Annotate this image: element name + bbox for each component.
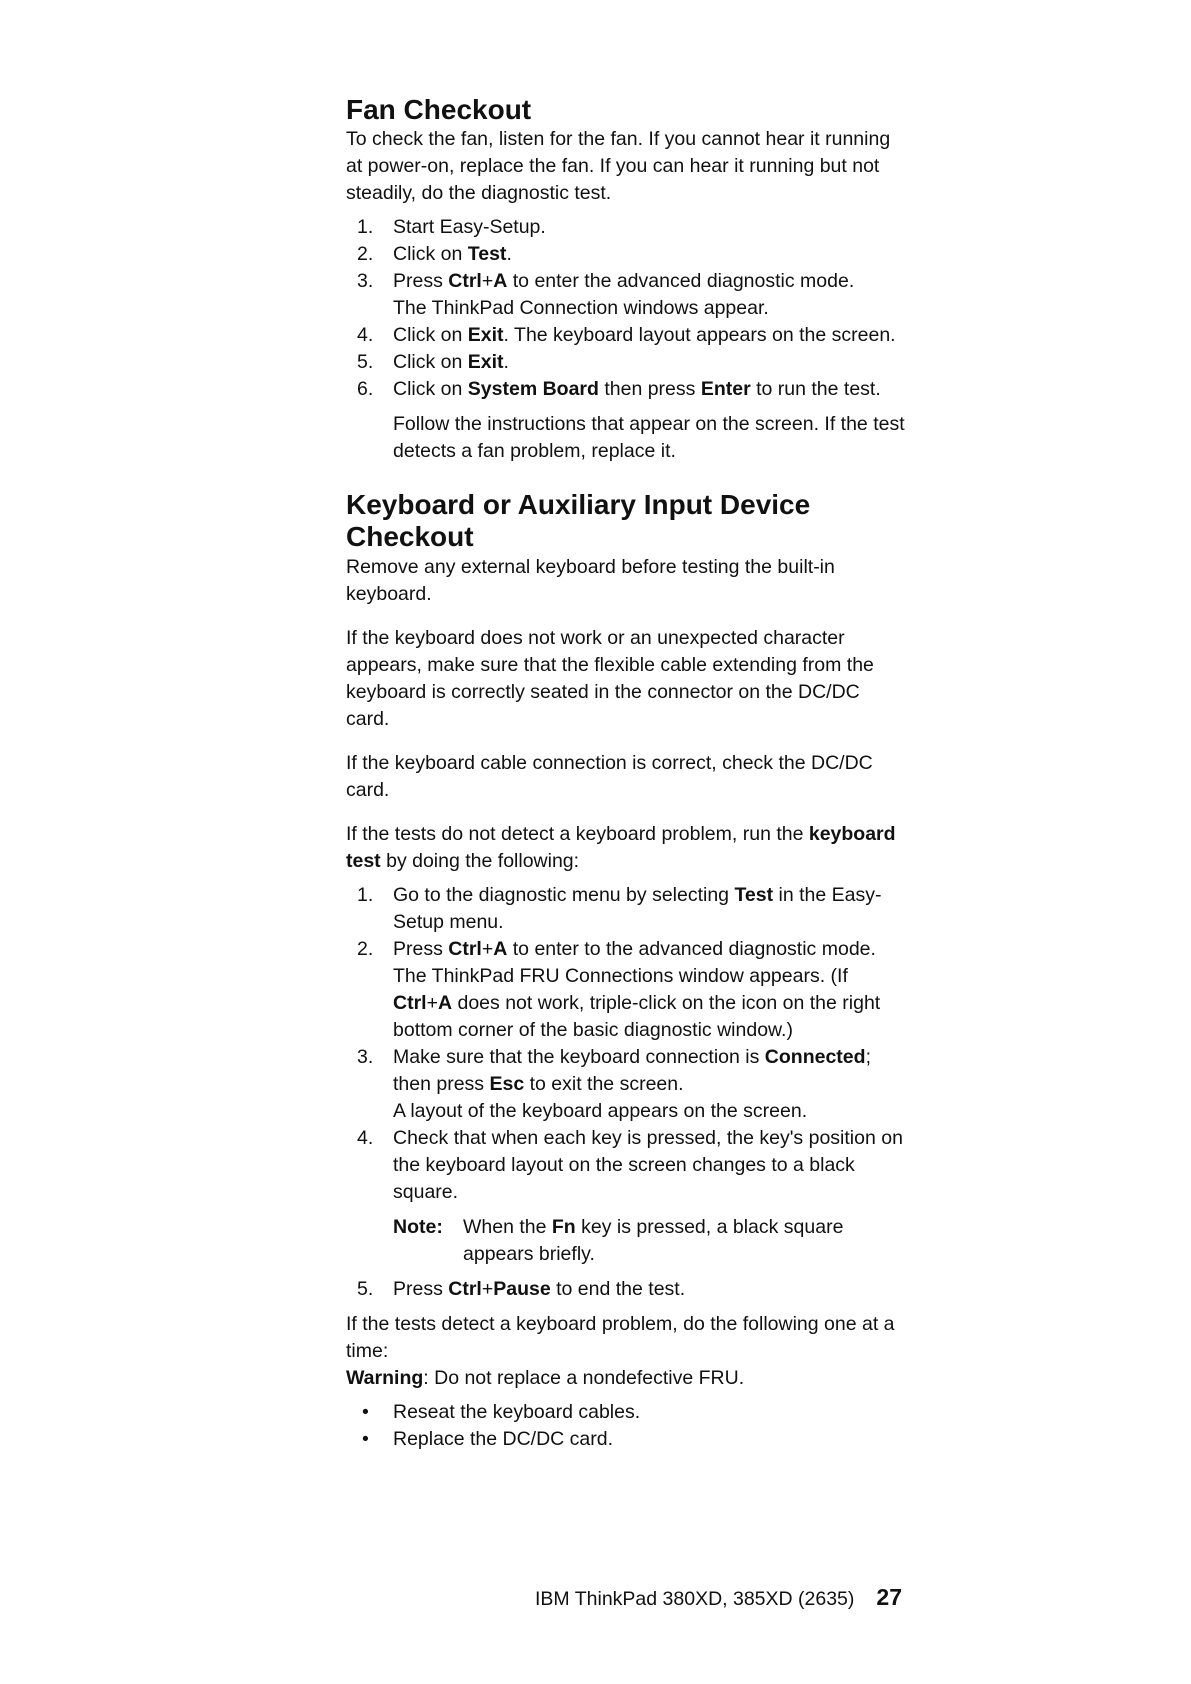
step-number: 4. bbox=[357, 1127, 374, 1149]
key-name: A bbox=[437, 992, 453, 1014]
step-text: then press bbox=[598, 378, 701, 400]
keyboard-para-4 bbox=[346, 821, 906, 875]
list-item bbox=[346, 214, 906, 241]
step-number: 4. bbox=[357, 324, 374, 346]
page-footer bbox=[346, 1584, 902, 1611]
key-name: Ctrl bbox=[448, 270, 482, 292]
ui-term: Exit bbox=[467, 351, 504, 373]
warning-text: : Do not replace a nondefective FRU. bbox=[423, 1367, 745, 1389]
list-item bbox=[346, 268, 906, 322]
step-number: 6. bbox=[357, 378, 374, 400]
list-item bbox=[346, 1399, 906, 1426]
step-number: 1. bbox=[357, 216, 374, 238]
plus-sign: + bbox=[426, 992, 438, 1014]
key-name: Ctrl bbox=[448, 1278, 482, 1300]
keyboard-para-2: If the keyboard does not work or an unexpected character appears, make sure that the flexible cable extending from the keyboard is correctly seated in the connector on the DC/DC card. bbox=[346, 627, 874, 730]
keyboard-para-5: If the tests detect a keyboard problem, do the following one at a time: bbox=[346, 1313, 895, 1362]
step-number: 3. bbox=[357, 270, 374, 292]
step-text: Click on bbox=[393, 243, 468, 265]
step-text: to run the test. bbox=[750, 378, 881, 400]
title-line: Checkout bbox=[346, 521, 474, 552]
step-text: Press bbox=[393, 270, 449, 292]
key-name: A bbox=[493, 938, 508, 960]
ui-term: Test bbox=[734, 884, 774, 906]
step-text: Click on bbox=[393, 351, 468, 373]
list-item bbox=[346, 322, 906, 349]
list-item bbox=[346, 882, 906, 936]
title-line: Keyboard or Auxiliary Input Device bbox=[346, 489, 811, 520]
bullet-icon: • bbox=[362, 1428, 369, 1450]
key-name: A bbox=[493, 270, 508, 292]
warning-label: Warning bbox=[346, 1367, 424, 1389]
step-text: . bbox=[506, 243, 512, 265]
key-name: Ctrl bbox=[448, 938, 482, 960]
para-text: If the tests do not detect a keyboard problem, run the bbox=[346, 823, 809, 845]
plus-sign: + bbox=[481, 1278, 494, 1300]
note-text-part: key is pressed, a black square appears briefly. bbox=[463, 1216, 844, 1265]
keyboard-actions-list bbox=[346, 1399, 906, 1453]
step-text: A layout of the keyboard appears on the screen. bbox=[393, 1100, 808, 1122]
ui-term: Exit bbox=[467, 324, 504, 346]
list-item bbox=[346, 936, 906, 1044]
step-text: The ThinkPad FRU Connections window appears. (If bbox=[393, 965, 848, 987]
step-number: 2. bbox=[357, 243, 374, 265]
book-title: IBM ThinkPad 380XD, 385XD (2635) bbox=[535, 1588, 855, 1610]
plus-sign: + bbox=[481, 270, 494, 292]
step-text: Press bbox=[393, 1278, 449, 1300]
step-text: to enter the advanced diagnostic mode. bbox=[507, 270, 855, 292]
keyboard-para-1: Remove any external keyboard before testing the built-in keyboard. bbox=[346, 556, 835, 605]
key-name: Esc bbox=[489, 1073, 525, 1095]
ui-term: Connected bbox=[764, 1046, 866, 1068]
step-text: . bbox=[503, 351, 509, 373]
bullet-text: Reseat the keyboard cables. bbox=[393, 1401, 641, 1423]
bullet-icon: • bbox=[362, 1401, 369, 1423]
step-text: Make sure that the keyboard connection is bbox=[393, 1046, 765, 1068]
list-item bbox=[346, 241, 906, 268]
step-number: 5. bbox=[357, 1278, 374, 1300]
step-text: Click on bbox=[393, 378, 468, 400]
page-content bbox=[346, 86, 906, 1453]
step-text: Start Easy-Setup. bbox=[393, 216, 546, 238]
step-number: 1. bbox=[357, 884, 374, 906]
keyboard-para-3: If the keyboard cable connection is correct, check the DC/DC card. bbox=[346, 752, 873, 801]
step-text: to end the test. bbox=[550, 1278, 686, 1300]
step-text: Press bbox=[393, 938, 449, 960]
list-item bbox=[346, 349, 906, 376]
section-title-fan-checkout: Fan Checkout bbox=[346, 94, 532, 125]
note-label: Note: bbox=[393, 1216, 443, 1238]
fan-steps-list bbox=[346, 214, 906, 465]
keyboard-steps-list bbox=[346, 882, 906, 1303]
warning-line bbox=[346, 1365, 906, 1392]
section-title-keyboard-checkout bbox=[346, 489, 906, 553]
ui-term: keyboard test bbox=[346, 823, 896, 872]
key-name: Pause bbox=[493, 1278, 551, 1300]
step-number: 5. bbox=[357, 351, 374, 373]
note-block bbox=[393, 1214, 906, 1268]
step-text: to enter to the advanced diagnostic mode. bbox=[507, 938, 876, 960]
key-name: Fn bbox=[551, 1216, 576, 1238]
list-item bbox=[346, 1276, 906, 1303]
page-number: 27 bbox=[876, 1584, 902, 1610]
step-followup: Follow the instructions that appear on the screen. If the test detects a fan problem, replace it. bbox=[393, 413, 905, 462]
step-text: . The keyboard layout appears on the screen. bbox=[503, 324, 896, 346]
list-item bbox=[346, 376, 906, 465]
step-number: 2. bbox=[357, 938, 374, 960]
ui-term: System Board bbox=[467, 378, 599, 400]
list-item bbox=[346, 1426, 906, 1453]
step-text: ; then press bbox=[393, 1046, 871, 1095]
para-text: by doing the following: bbox=[380, 850, 580, 872]
step-text: in the Easy-Setup menu. bbox=[393, 884, 882, 933]
step-text: to exit the screen. bbox=[524, 1073, 684, 1095]
step-text: Click on bbox=[393, 324, 468, 346]
ui-term: Test bbox=[467, 243, 507, 265]
list-item bbox=[346, 1125, 906, 1268]
step-text: Go to the diagnostic menu by selecting bbox=[393, 884, 735, 906]
note-text bbox=[463, 1214, 906, 1268]
step-text: Check that when each key is pressed, the key's position on the keyboard layout on the screen changes to a black square. bbox=[393, 1127, 903, 1203]
note-text-part: When the bbox=[463, 1216, 552, 1238]
step-text: The ThinkPad Connection windows appear. bbox=[393, 297, 769, 319]
step-text: does not work, triple-click on the icon on the right bottom corner of the basic diagnostic window.) bbox=[393, 992, 881, 1041]
bullet-text: Replace the DC/DC card. bbox=[393, 1428, 614, 1450]
key-name: Ctrl bbox=[393, 992, 427, 1014]
fan-intro: To check the fan, listen for the fan. If you cannot hear it running at power-on, replace the fan. If you can hear it running but not steadily, do the diagnostic test. bbox=[346, 128, 891, 204]
key-name: Enter bbox=[700, 378, 751, 400]
list-item bbox=[346, 1044, 906, 1125]
step-number: 3. bbox=[357, 1046, 374, 1068]
plus-sign: + bbox=[481, 938, 494, 960]
